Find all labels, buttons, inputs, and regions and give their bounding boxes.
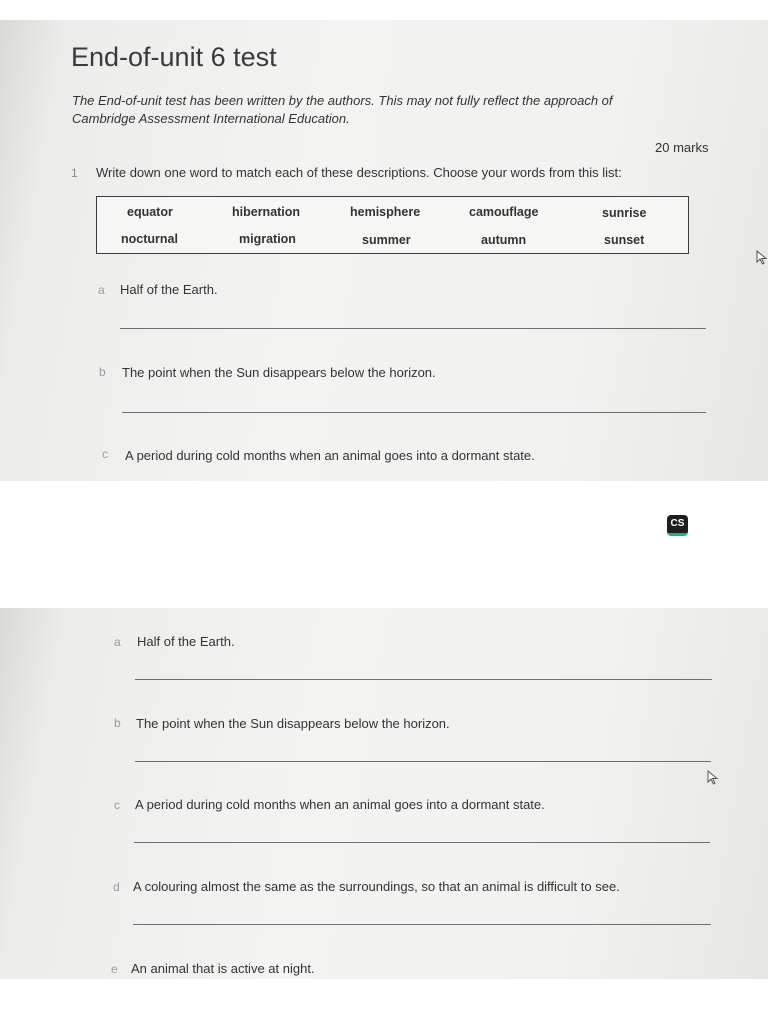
word-hemisphere: hemisphere <box>350 205 421 219</box>
word-summer: summer <box>362 233 411 247</box>
item-text: An animal that is active at night. <box>131 961 315 976</box>
item-letter: e <box>111 962 118 976</box>
answer-line <box>134 842 710 843</box>
intro-text: The End-of-unit test has been written by the authors. This may not fully reflect the approach of Cambridge Assessment International Education. <box>72 93 613 126</box>
answer-line <box>135 679 712 680</box>
answer-line <box>122 412 706 413</box>
item-text: A period during cold months when an animal goes into a dormant state. <box>125 448 535 463</box>
item-letter: b <box>99 365 106 379</box>
page-title: End-of-unit 6 test <box>71 42 277 72</box>
question-text: Write down one word to match each of these descriptions. Choose your words from this list: <box>96 165 622 180</box>
answer-line <box>133 924 711 925</box>
answer-line <box>135 761 711 762</box>
question-number: 1 <box>71 166 78 180</box>
item-text: The point when the Sun disappears below the horizon. <box>136 716 450 731</box>
item-text: The point when the Sun disappears below the horizon. <box>122 365 436 380</box>
word-sunrise: sunrise <box>602 206 647 220</box>
item-text: A period during cold months when an animal goes into a dormant state. <box>135 797 545 812</box>
worksheet-photo-bottom <box>0 608 768 979</box>
answer-line <box>120 328 706 329</box>
word-list-box <box>96 196 689 254</box>
item-letter: d <box>113 880 120 894</box>
marks-label: 20 marks <box>655 140 709 155</box>
item-text: Half of the Earth. <box>120 282 218 297</box>
word-hibernation: hibernation <box>232 205 301 219</box>
item-letter: a <box>98 283 105 297</box>
mouse-pointer-icon <box>756 250 768 266</box>
item-letter: c <box>102 447 108 461</box>
mouse-pointer-icon <box>707 770 719 786</box>
item-letter: b <box>114 716 121 730</box>
word-camouflage: camouflage <box>469 205 539 219</box>
item-text: Half of the Earth. <box>137 634 235 649</box>
word-sunset: sunset <box>604 233 645 247</box>
worksheet-photo-top <box>0 20 768 481</box>
word-nocturnal: nocturnal <box>121 232 178 246</box>
camscanner-logo-icon: CS <box>667 515 688 536</box>
item-letter: a <box>114 635 121 649</box>
item-text: A colouring almost the same as the surroundings, so that an animal is difficult to see. <box>133 879 620 894</box>
word-equator: equator <box>127 205 173 219</box>
word-migration: migration <box>239 232 296 246</box>
item-letter: c <box>114 798 120 812</box>
word-autumn: autumn <box>481 233 527 247</box>
